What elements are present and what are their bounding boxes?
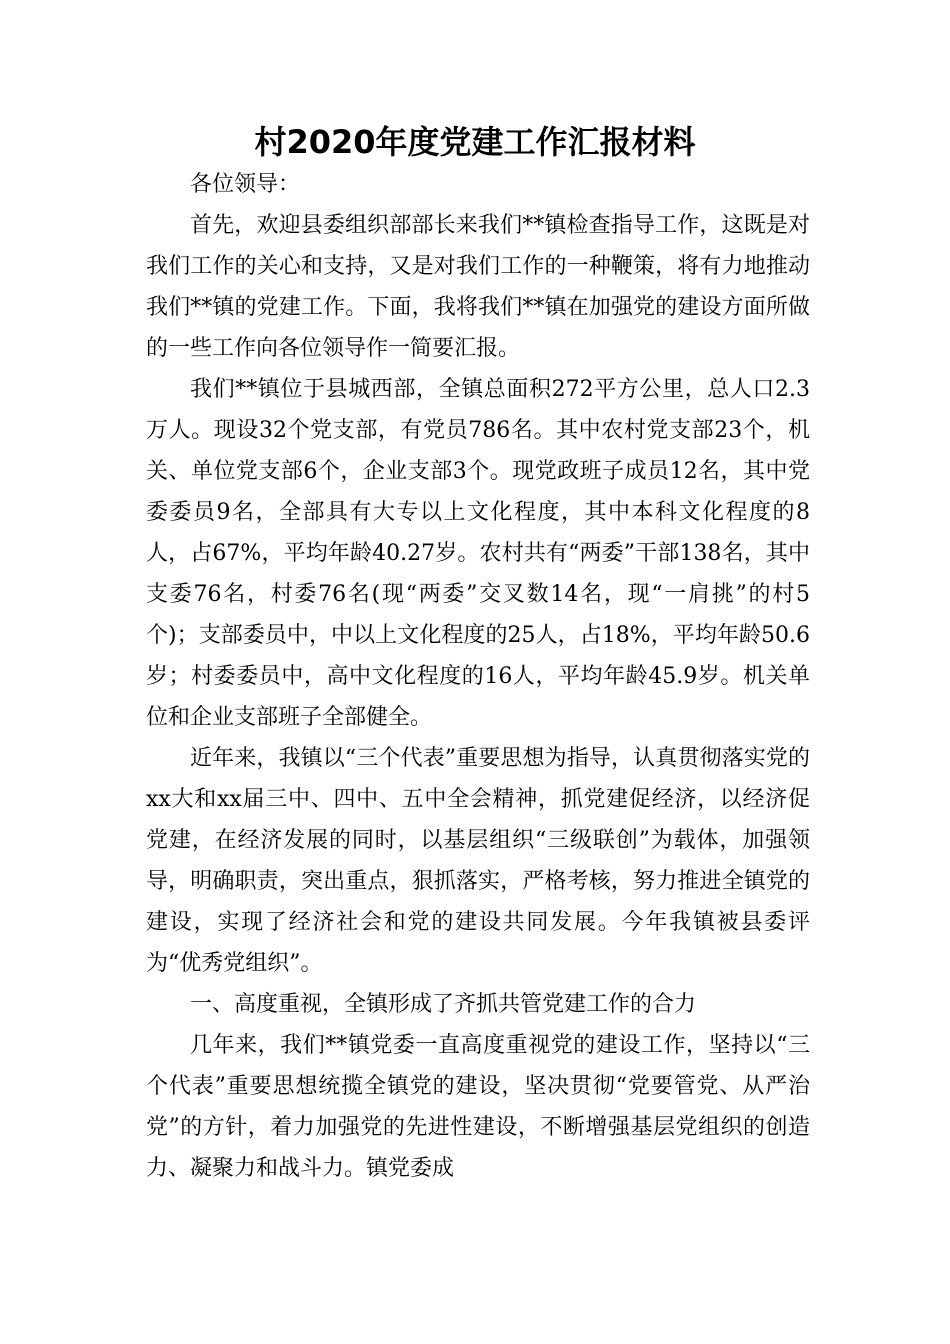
salutation-paragraph: 各位领导： — [190, 172, 301, 197]
document-body — [146, 164, 810, 1189]
welcome-paragraph: 首先，欢迎县委组织部部长来我们**镇检查指导工作，这既是对我们工作的关心和支持，又是对我们工作的一种鞭策，将有力地推动我们**镇的党建工作。下面，我将我们**镇在加强党的建设方面所做的一些工作向各位领导作一简要汇报。 — [146, 213, 810, 361]
section-one-paragraph: 几年来，我们**镇党委一直高度重视党的建设工作，坚持以“三个代表”重要思想统揽全镇党的建设，坚决贯彻“党要管党、从严治党”的方针，着力加强党的先进性建设，不断增强基层党组织的创造力、凝聚力和战斗力。镇党委成 — [146, 1033, 810, 1181]
town-overview-paragraph: 我们**镇位于县城西部，全镇总面积272平方公里，总人口2.3万人。现设32个党支部，有党员786名。其中农村党支部23个，机关、单位党支部6个，企业支部3个。现党政班子成员12名，其中党委委员9名，全部具有大专以上文化程度，其中本科文化程度的8人，占67%，平均年龄40.27岁。农村共有“两委”干部138名，其中支委76名，村委76名(现“两委”交叉数14名，现“一肩挑”的村5个)；支部委员中，中以上文化程度的25人，占18%，平均年龄50.6岁；村委委员中，高中文化程度的16人，平均年龄45.9岁。机关单位和企业支部班子全部健全。 — [146, 377, 810, 730]
document-title: 村2020年度党建工作汇报材料 — [254, 123, 696, 161]
section-heading-one: 一、高度重视，全镇形成了齐抓共管党建工作的合力 — [190, 992, 697, 1017]
recent-years-paragraph: 近年来，我镇以“三个代表”重要思想为指导，认真贯彻落实党的xx大和xx届三中、四中、五中全会精神，抓党建促经济，以经济促党建，在经济发展的同时，以基层组织“三级联创”为载体，加强领导，明确职责，突出重点，狠抓落实，严格考核，努力推进全镇党的建设，实现了经济社会和党的建设共同发展。今年我镇被县委评为“优秀党组织”。 — [146, 746, 810, 976]
